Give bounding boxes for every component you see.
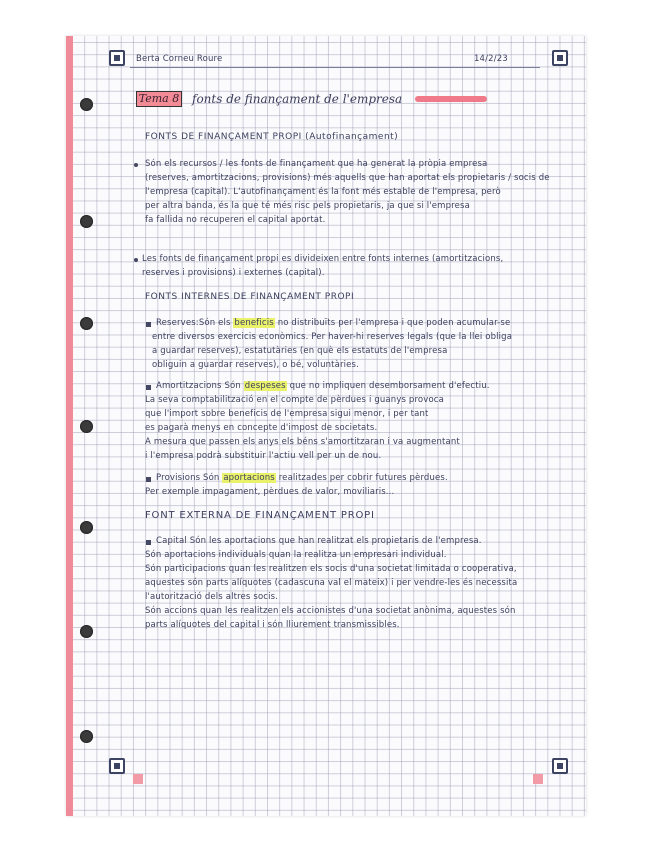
paragraph-line: aquestes són parts alíquotes (cadascuna val el mateix) i per vendre-les és necessita <box>145 578 518 588</box>
paragraph-line: La seva comptabilització en el compte de pèrdues i guanys provoca <box>145 395 444 405</box>
term-provisions: Provisions <box>156 473 201 483</box>
paragraph-line: Són accions quan les realitzen els accionistes d'una societat anònima, aquestes són <box>145 606 516 616</box>
paragraph-line: fa fallida no recuperen el capital aportat. <box>145 215 326 225</box>
margin-strip <box>66 36 73 816</box>
text-span: Són els <box>198 318 234 328</box>
square-bullet <box>146 322 151 327</box>
paragraph-line: Són els recursos / les fonts de finançament que ha generat la pròpia empresa <box>145 159 488 169</box>
paragraph-line: l'empresa (capital). L'autofinançament és la font més estable de l'empresa, però <box>145 187 501 197</box>
highlighted-word: despeses <box>244 381 286 391</box>
corner-marker-icon <box>552 758 568 774</box>
paragraph-line: per altra banda, és la que té més risc pels propietaris, ja que si l'empresa <box>145 201 470 211</box>
corner-marker-icon <box>552 50 568 66</box>
term-amortitzacions: Amortitzacions <box>156 381 222 391</box>
text-span: realitzades per cobrir futures pèrdues. <box>275 473 448 483</box>
paragraph-line: Per exemple impagament, pèrdues de valor, moviliaris... <box>145 487 395 497</box>
title-highlight-mark <box>415 96 487 102</box>
square-bullet <box>146 540 151 545</box>
paragraph-line: entre diversos exercicis econòmics. Per haver-hi reserves legals (que la llei obliga <box>152 332 513 342</box>
pink-square-mark <box>533 774 543 784</box>
square-bullet <box>146 477 151 482</box>
student-name: Berta Corneu Roure <box>136 54 223 64</box>
highlighted-word: beneficis <box>234 318 274 328</box>
topic-badge: Tema 8 <box>136 91 182 107</box>
term-reserves: Reserves: <box>156 318 199 328</box>
paragraph-line: reserves i provisions) i externes (capital). <box>142 268 325 278</box>
paragraph-line: que l'import sobre beneficis de l'empresa sigui menor, i per tant <box>145 409 429 419</box>
page-title: fonts de finançament de l'empresa <box>192 92 403 106</box>
binder-hole <box>80 730 93 743</box>
paragraph-line: a guardar reserves), estatutàries (en què els estatuts de l'empresa <box>152 346 448 356</box>
paragraph-line: obliguin a guardar reserves), o bé, voluntàries. <box>152 360 359 370</box>
binder-hole <box>80 98 93 111</box>
paragraph-line: (reserves, amortitzacions, provisions) més aquells que han aportat els propietaris / socis de <box>145 173 550 183</box>
binder-hole <box>80 521 93 534</box>
corner-marker-icon <box>109 758 125 774</box>
paragraph-line: Són participacions quan les realitzen els socis d'una societat limitada o cooperativa, <box>145 564 517 574</box>
paragraph-line: Són aportacions individuals quan la realitza un empresari individual. <box>145 550 447 560</box>
date-label: 14/2/23 <box>474 54 508 64</box>
pink-square-mark <box>133 774 143 784</box>
paragraph-line: parts alíquotes del capital i són lliurement transmissibles. <box>145 620 400 630</box>
section-heading: FONT EXTERNA DE FINANÇAMENT PROPI <box>145 510 375 521</box>
paragraph-line: A mesura que passen els anys els béns s'amortitzaran i va augmentant <box>145 437 460 447</box>
provisions-line <box>156 473 448 484</box>
text-span: Són les aportacions que han realitzat els propietaris de l'empresa. <box>186 536 482 546</box>
paragraph-line: l'autorització dels altres socis. <box>145 592 279 602</box>
text-span: Són <box>200 473 223 483</box>
square-bullet <box>146 385 151 390</box>
text-span: que no impliquen desemborsament d'efectiu. <box>286 381 490 391</box>
text-span: Són <box>221 381 244 391</box>
section-heading: FONTS INTERNES DE FINANÇAMENT PROPI <box>145 292 355 302</box>
paragraph-line: i l'empresa podrà substituir l'actiu vell per un de nou. <box>145 451 382 461</box>
reserves-line <box>156 318 510 329</box>
section-heading: FONTS DE FINANÇAMENT PROPI (Autofinançament) <box>145 132 399 142</box>
corner-marker-icon <box>109 50 125 66</box>
paragraph-line: es pagarà menys en concepte d'impost de societats. <box>145 423 378 433</box>
bullet-dot <box>134 258 138 262</box>
bullet-dot <box>134 163 138 167</box>
binder-hole <box>80 625 93 638</box>
amort-line <box>156 381 490 392</box>
text-span: no distribuïts per l'empresa i que poden acumular-se <box>274 318 511 328</box>
term-capital: Capital <box>156 536 187 546</box>
binder-hole <box>80 420 93 433</box>
paragraph-line: Les fonts de finançament propi es divideixen entre fonts internes (amortitzacions, <box>142 254 504 264</box>
capital-line <box>156 536 482 547</box>
binder-hole <box>80 215 93 228</box>
binder-hole <box>80 317 93 330</box>
header-rule <box>130 67 540 68</box>
highlighted-word: aportacions <box>223 473 275 483</box>
